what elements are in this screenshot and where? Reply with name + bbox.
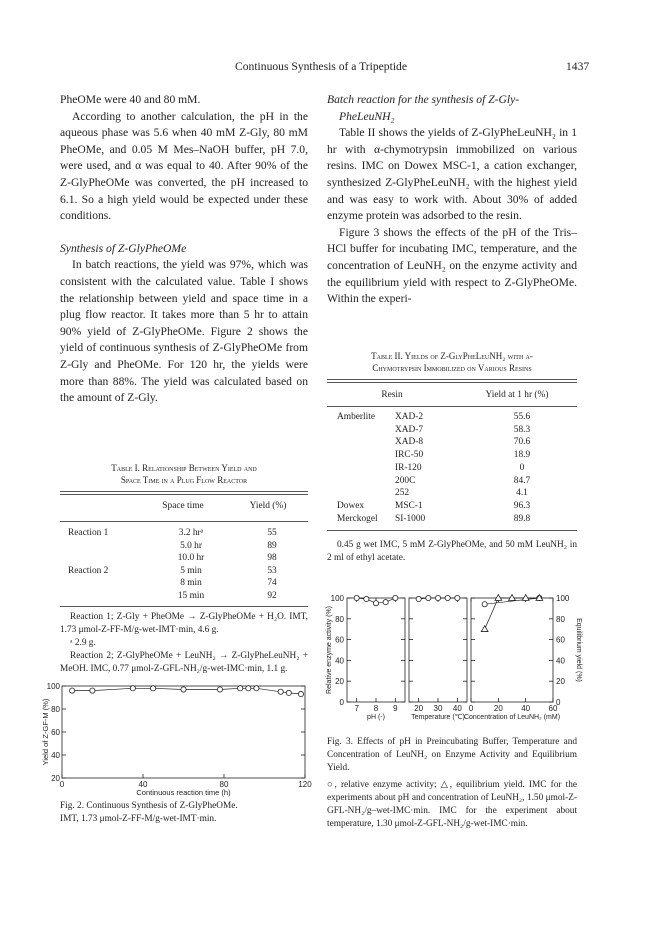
data-point — [416, 596, 421, 601]
table-header-row — [327, 389, 577, 402]
data-point — [482, 602, 487, 607]
table-cell: 10.0 hr — [177, 553, 205, 564]
x-tick-label: 60 — [548, 704, 558, 713]
y-tick-label-right: 80 — [556, 614, 565, 624]
table-row — [60, 527, 308, 540]
data-point — [246, 686, 251, 691]
table-cell: 8 min — [180, 578, 202, 589]
x-axis-label: Continuous reaction time (h) — [136, 788, 231, 797]
x-tick-label: 0 — [468, 704, 474, 713]
table-row — [327, 487, 577, 500]
table-1 — [60, 500, 308, 513]
x-tick-label: 20 — [414, 704, 424, 713]
data-point — [130, 686, 135, 691]
caption-line: IMT, 1.73 μmol-Z-FF-M/g-wet-IMT·min. — [60, 814, 217, 824]
x-axis-label: Temperature (℃) — [411, 714, 465, 721]
table-row — [327, 424, 577, 437]
y-tick-label: 100 — [46, 682, 60, 691]
x-axis-label: pH (-) — [367, 714, 385, 721]
section-heading: Synthesis of Z-GlyPheOMe — [60, 241, 187, 255]
table-cell: 89.8 — [513, 513, 531, 524]
paragraph: In batch reactions, the yield was 97%, which was consistent with the calculated value. Table I shows the relationship between yield and space time in a plug flow reactor. It takes more than 5 hr to attain 90% yield of Z-GlyPheOMe. Figure 2 shows the yield of continuous synthesis of Z-GlyPheOMe from Z-Gly and PheOMe. For 120 hr, the yields were more than 88%. The yield was calculated based on the amount of Z-Gly. — [60, 258, 308, 405]
running-title: Continuous Synthesis of a Tripeptide — [235, 60, 407, 73]
x-tick-label: 40 — [452, 704, 462, 713]
table-note: Reaction 1; Z-Gly + PheOMe → Z-GlyPheOMe + H₂O. IMT, 1.73 μmol-Z-FF-M/g-wet-IMT·min, 4.6 g. — [60, 612, 308, 635]
figure-3-chart — [325, 590, 587, 730]
x-tick-label: 120 — [298, 780, 312, 789]
table-rule — [60, 494, 308, 495]
table-cell: 252 — [395, 488, 410, 499]
table-rule — [60, 521, 308, 522]
x-tick-label: 40 — [521, 704, 531, 713]
data-point — [70, 688, 75, 693]
table-rule — [327, 406, 577, 407]
caption-line: Table II. Yields of Z-GlyPheLeuNH₂ with α- — [371, 351, 533, 361]
table-1-rows — [60, 527, 308, 603]
x-axis-label: Concentration of LeuNH₂ (mM) — [463, 714, 561, 721]
table-cell: Reaction 1 — [68, 528, 109, 538]
x-tick-label: 80 — [219, 780, 229, 789]
table-cell — [327, 424, 395, 437]
data-point — [455, 595, 460, 600]
table-cell: 55.6 — [513, 412, 531, 422]
figure-3-plot — [326, 594, 582, 721]
y-axis-label-right: Equilibrium yield (%) — [575, 618, 582, 682]
table-cell: IRC-50 — [395, 450, 424, 461]
table-1-body — [60, 527, 308, 603]
page-number: 1437 — [566, 60, 590, 73]
table-row — [60, 590, 308, 603]
table-rule — [327, 379, 577, 380]
paragraph: PheOMe were 40 and 80 mM. — [60, 93, 201, 106]
table-cell: 55 — [267, 528, 277, 538]
table-header-row — [60, 500, 308, 513]
table-2-caption — [327, 350, 577, 374]
data-point — [278, 689, 283, 694]
table-cell: 53 — [267, 565, 277, 576]
data-point-triangle — [481, 626, 488, 632]
y-tick-label: 20 — [51, 774, 60, 783]
table-cell — [327, 487, 395, 500]
table-2-head-grid — [327, 389, 577, 402]
data-point — [373, 601, 378, 606]
data-point-triangle — [522, 595, 529, 601]
table-1-caption — [60, 462, 308, 486]
table-note: Reaction 2; Z-GlyPheOMe + LeuNH₂ → Z-GlyPheLeuNH₂ + MeOH. IMC, 0.77 μmol-Z-GFL-NH₂/g-wet-IMC·min, 1.1 g. — [60, 651, 308, 674]
data-point — [435, 595, 440, 600]
table-1-notes — [60, 611, 308, 676]
y-tick-label: 60 — [335, 635, 344, 645]
table-rule — [327, 382, 577, 383]
x-tick-label: 0 — [59, 780, 65, 789]
y-tick-label: 80 — [335, 614, 344, 624]
table-cell: Merckogel — [337, 513, 378, 524]
table-row — [327, 449, 577, 462]
table-cell: 84.7 — [513, 475, 531, 486]
y-axis-label: Relative enzyme activity (%) — [326, 606, 333, 694]
table-row — [60, 552, 308, 565]
panel-frame — [347, 598, 405, 702]
table-cell — [60, 540, 146, 553]
table-cell: 5 min — [180, 565, 202, 576]
figure-2-plot — [41, 682, 312, 797]
data-point — [217, 687, 222, 692]
data-point — [151, 686, 156, 691]
table-rule — [60, 606, 308, 607]
table-row — [327, 500, 577, 513]
y-tick-label-right: 60 — [556, 635, 565, 645]
x-tick-label: 9 — [393, 704, 398, 713]
table-cell: MSC-1 — [395, 500, 423, 511]
caption-line: Space Time in a Plug Flow Reactor — [120, 475, 248, 485]
table-row — [327, 475, 577, 488]
column-header: Yield (%) — [249, 501, 287, 511]
table-cell: 15 min — [177, 590, 205, 601]
data-point-triangle — [495, 595, 502, 601]
table-cell — [327, 449, 395, 462]
figure-2-caption — [60, 800, 310, 826]
table-rule — [60, 491, 308, 492]
table-cell: 92 — [267, 590, 277, 601]
y-tick-label-right: 100 — [556, 594, 570, 603]
x-tick-label: 8 — [373, 704, 379, 713]
table-cell: 74 — [267, 578, 277, 589]
column-header: Space time — [162, 501, 204, 511]
table-row — [327, 462, 577, 475]
table-cell: XAD-8 — [395, 437, 424, 448]
data-point — [426, 595, 431, 600]
caption-line: Table I. Relationship Between Yield and — [111, 463, 257, 473]
data-point-triangle — [509, 595, 516, 601]
y-tick-label: 40 — [51, 751, 60, 760]
table-cell: 200C — [395, 475, 416, 486]
y-tick-label: 100 — [330, 594, 344, 603]
paragraph: According to another calculation, the pH in the aqueous phase was 5.6 when 40 mM Z-Gly, 80 mM PheOMe, and 0.05 M Mes–NaOH buffer, pH 7.0, were used, and α was equal to 40. After 90% of the Z-GlyPheOMe was converted, the pH increased to 6.1. So a high yield would be expected under these conditions. — [60, 109, 308, 223]
y-tick-label-right: 20 — [556, 677, 565, 687]
table-2-header — [327, 389, 577, 402]
caption-note: ○, relative enzyme activity; △, equilibrium yield. IMC for the experiments about pH and concentration of LeuNH₂, 1.50 μmol-Z-GFL-NH₂/g–wet-IMC·min. IMC for the experiment about temperature, 1.30 μmol-Z-GFL-NH₂/g-wet-IMC·min. — [327, 780, 577, 829]
series-line — [72, 688, 301, 694]
x-tick-label: 30 — [433, 704, 443, 713]
table-2-rows — [327, 411, 577, 525]
data-point — [298, 691, 303, 696]
table-cell: XAD-2 — [395, 412, 424, 422]
table-2-note: 0.45 g wet IMC, 5 mM Z-GlyPheOMe, and 50 mM LeuNH₂ in 2 ml of ethyl acetate. — [327, 540, 577, 563]
caption-line: Chymotrypsin Immobilized on Various Resins — [372, 363, 532, 373]
data-point — [445, 595, 450, 600]
data-point — [364, 596, 369, 601]
table-cell — [60, 590, 146, 603]
figure-2-chart — [40, 680, 315, 798]
table-row — [60, 540, 308, 553]
table-row — [327, 411, 577, 424]
figure-3-caption — [327, 736, 577, 831]
left-column — [60, 92, 308, 407]
table-cell: 89 — [267, 540, 277, 551]
table-cell: 0 — [519, 462, 525, 473]
y-tick-label: 20 — [335, 677, 344, 687]
x-tick-label: 20 — [493, 704, 503, 713]
table-cell: Dowex — [337, 500, 365, 511]
table-cell — [327, 462, 395, 475]
data-point — [354, 595, 359, 600]
panel-frame — [471, 598, 553, 702]
series-line — [485, 598, 540, 629]
y-tick-label-right: 0 — [556, 698, 561, 707]
column-header: Resin — [381, 390, 403, 400]
table-row — [327, 513, 577, 526]
table-cell: SI-1000 — [395, 513, 426, 524]
table-1-grid — [60, 500, 308, 513]
table-cell: XAD-7 — [395, 424, 424, 435]
paragraph: Figure 3 shows the effects of the pH of the Tris–HCl buffer for incubating IMC, temperature, and the concentration of LeuNH₂ on the enzyme activity and the equilibrium yield with respect to Z-GlyPheOMe. Within the experi- — [327, 225, 577, 306]
x-tick-label: 40 — [138, 780, 148, 789]
section-heading-cont: PheLeuNH₂ — [339, 109, 395, 123]
x-tick-label: 7 — [354, 704, 359, 713]
plot-frame — [62, 686, 305, 778]
data-point — [286, 690, 291, 695]
y-tick-label: 60 — [51, 728, 60, 737]
table-cell — [60, 552, 146, 565]
paragraph: Table II shows the yields of Z-GlyPheLeuNH₂ in 1 hr with α-chymotrypsin immobilized on various resins. IMC on Dowex MSC-1, a cation exchanger, synthesized Z-GlyPheLeuNH₂ with the highest yield and was easy to work with. About 30% of added enzyme protein was adsorbed to the resin. — [327, 126, 577, 223]
panel-frame — [409, 598, 467, 702]
y-tick-label: 40 — [335, 656, 344, 666]
table-cell: 3.2 hrᵃ — [178, 528, 204, 538]
table-row — [60, 565, 308, 578]
data-point — [393, 595, 398, 600]
table-cell: 5.0 hr — [180, 540, 202, 551]
caption-text: Fig. 3. Effects of pH in Preincubating Buffer, Temperature and Concentration of LeuNH₂ on Enzyme Activity and Equilibrium Yield. — [327, 737, 577, 773]
y-tick-label: 80 — [51, 705, 60, 714]
table-note: ᵃ 2.9 g. — [70, 638, 96, 648]
table-row — [60, 577, 308, 590]
table-row — [327, 436, 577, 449]
table-cell: 70.6 — [513, 437, 531, 448]
y-tick-label-right: 40 — [556, 656, 565, 666]
data-point — [181, 687, 186, 692]
table-cell: 98 — [267, 553, 277, 564]
section-heading: Batch reaction for the synthesis of Z-Gly- — [327, 93, 520, 106]
table-cell — [60, 577, 146, 590]
caption-line: Fig. 2. Continuous Synthesis of Z-GlyPheOMe. — [60, 801, 238, 811]
table-cell — [327, 436, 395, 449]
data-point — [238, 686, 243, 691]
table-cell — [327, 475, 395, 488]
data-point — [90, 688, 95, 693]
table-cell: 18.9 — [513, 450, 531, 461]
table-cell: 96.3 — [513, 500, 531, 511]
right-column — [327, 92, 577, 308]
table-cell: 4.1 — [516, 488, 528, 499]
y-axis-label: Yield of Z-GF-M (%) — [41, 698, 50, 766]
data-point — [254, 686, 259, 691]
table-cell: 58.3 — [513, 424, 531, 435]
table-rule — [327, 530, 577, 531]
table-cell: IR-120 — [395, 462, 422, 473]
table-cell: Amberlite — [337, 412, 376, 422]
table-2 — [327, 411, 577, 525]
column-header: Yield at 1 hr (%) — [485, 390, 549, 400]
table-cell: Reaction 2 — [68, 565, 109, 576]
data-point — [383, 600, 388, 605]
y-tick-label: 0 — [339, 698, 344, 707]
